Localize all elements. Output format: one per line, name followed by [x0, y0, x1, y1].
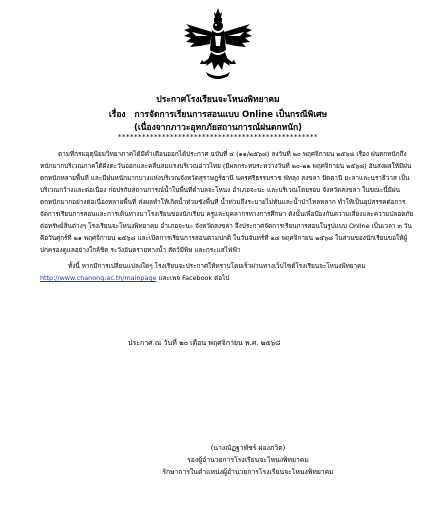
announcement-subject — [0, 107, 436, 121]
announcement-date: ประกาศ ณ วันที่ ๒๐ เดือน พฤศจิกายน พ.ศ. ๒๕๖๘ — [128, 339, 281, 347]
signatory-acting-position: รักษาการในตำแหน่งผู้อำนวยการโรงเรียนจะโหนงพิทยาคม — [162, 468, 334, 476]
signatory-name: (นางณัฏฐาพัชร์ ผ่องภวิต) — [210, 444, 286, 452]
subject-label: เรื่อง — [108, 110, 126, 120]
body-paragraph-2 — [40, 260, 415, 284]
body-paragraph-1: ตามที่กรมอุตุนิยมวิทยาภาคได้มีคำเตือนออกได้ประกาศ ฉบับที่ ๔ (๑๑/๒๕๖๘) ลงวันที่ ๒๐ พฤศจิกายน ๒๕๖๘ เรื่อง ฝนตกหนักถึงหนักมากบริเวณภาคใต้ฝั่งตะวันออกและคลื่นลมแรงบริเวณอ่าวไทย (มีผลกระทบระหว่างวันที่ ๒๐-๒๒ พฤศจิกายน ๒๕๖๘) อันส่งผลให้มีฝนตกหนักหลายพื้นที่ และมีฝนหนักมากบางแห่งบริเวณจังหวัดสุราษฎร์ธานี นครศรีธรรมราช พัทลุง สงขลา ปัตตานี ยะลาและนราธิวาส เป็นบริเวณกว้างและต่อเนื่อง ก่อปรกับสถานการณ์น้ำในพื้นที่ตำบลจะโหนง อำเภอจะนะ และบริเวณโดยรอบ จังหวัดสงขลา ในขณะนี้มีฝนตกหนักมากอย่างต่อเนื่องหลายพื้นที่ ส่งผลทำให้เกิดน้ำท่วมขังพื้นที่ น้ำท่วมถึงระบายไม่ทันและน้ำป่าไหลหลาก ทำให้เป็นอุปสรรคต่อการจัดการเรียนการสอนและการเดินทางมาโรงเรียนของนักเรียน ครูและบุคลากรทางการศึกษา ดังนั้นเพื่อป้องกันความเสี่ยงและความปลอดภัยต่อทรัพย์สินต่างๆ โรงเรียนจะโหนงพิทยาคม อำเภอจะนะ จังหวัดสงขลา จึงประกาศจัดการเรียนการสอนในรูปแบบ Online เป็นเวลา ๓ วัน คือวันศุกร์ที่ ๒๑ พฤศจิกายน ๒๕๖๘ และเปิดการเรียนการสอนตามปกติ ในวันจันทร์ที่ ๒๔ พฤศจิกายน ๒๕๖๘ ในส่วนของนักเรียนขอให้ผู้ปกครองดูแลอย่างใกล้ชิด ระวังอันตรายทางน้ำ สัตว์มีพิษ และกระแสไฟฟ้า — [40, 150, 414, 254]
separator-line: ************************************************** — [118, 133, 318, 141]
subject-text: การจัดการเรียนการสอนแบบ Online เป็นกรณีพิเศษ — [134, 110, 328, 120]
signatory-position: รองผู้อำนวยการโรงเรียนจะโหนงพิทยาคม — [187, 456, 309, 464]
signature-block — [128, 442, 368, 478]
garuda-emblem-icon — [182, 6, 254, 80]
subject-note: (เนื่องจากภาวะอุทกภัยสถานการณ์ฝนตกหนัก) — [133, 123, 303, 133]
paragraph-2-prefix: ทั้งนี้ หากมีการเปลี่ยนแปลงใดๆ โรงเรียนจะประกาศให้ทราบโดยเร็วผ่านทางเว็บไซต์โรงเรียนจะโหนงพิทยาคม — [68, 262, 366, 270]
school-website-link[interactable]: http://www.chanong.ac.th/mainpage — [40, 274, 157, 282]
paragraph-2-suffix: และเพจ Facebook ต่อไป — [158, 274, 230, 282]
announcement-body — [40, 148, 415, 284]
announcement-title: ประกาศโรงเรียนจะโหนงพิทยาคม — [156, 95, 280, 105]
